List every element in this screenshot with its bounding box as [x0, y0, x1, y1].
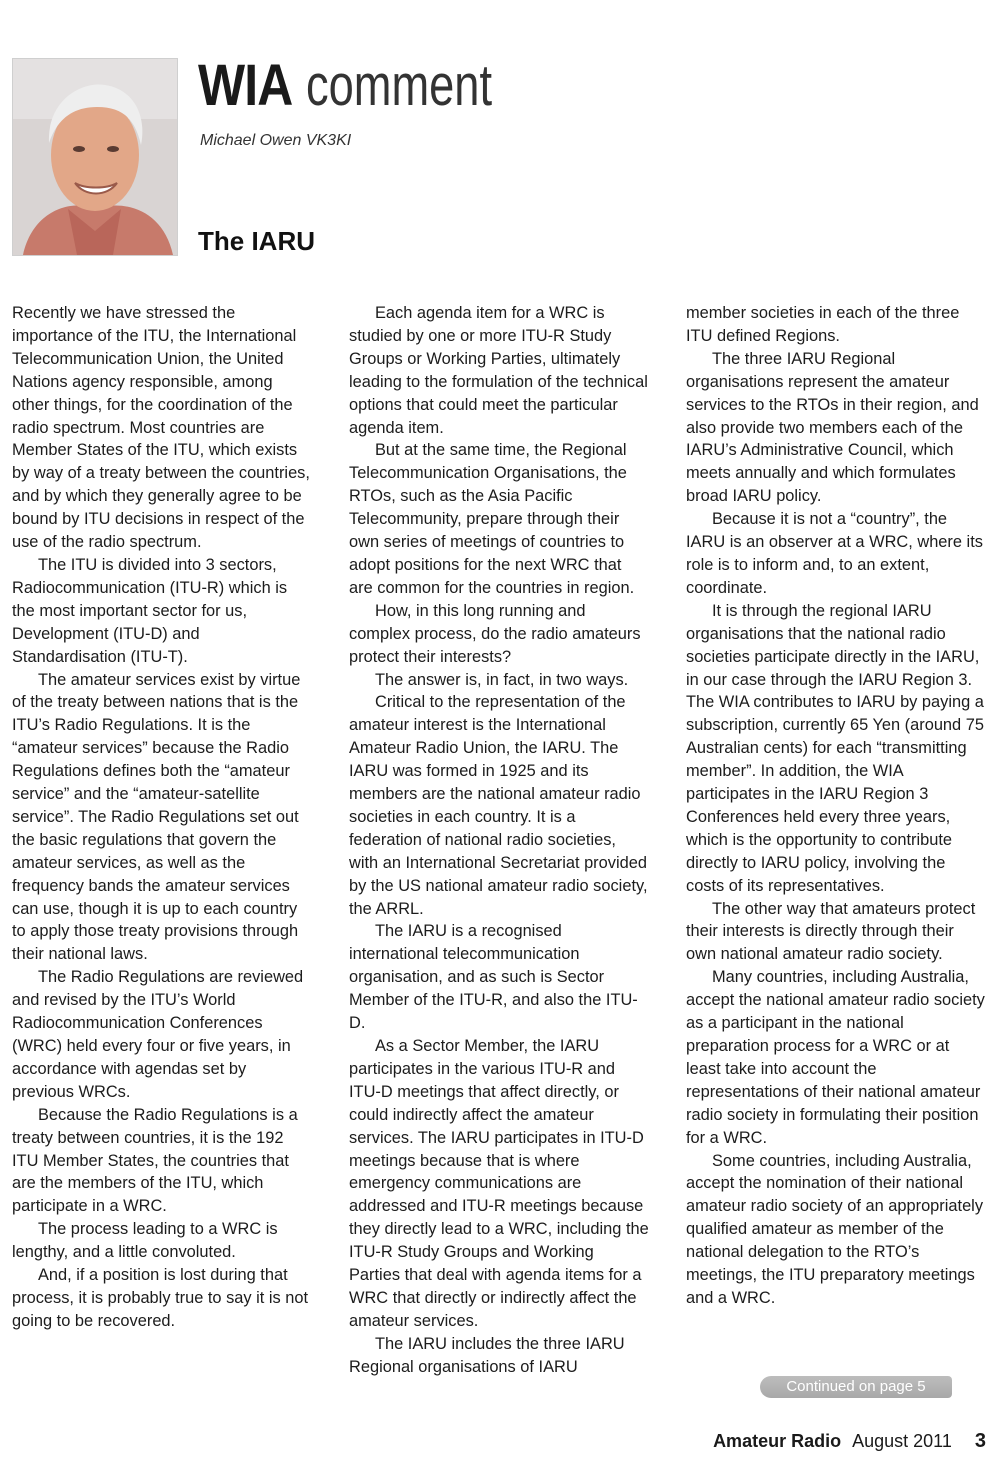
paragraph: The three IARU Regional organisations represent the amateur services to the RTOs in their region, and also provide two members each of the IARU’s Administrative Council, which meets annually and which formulates broad IARU policy. [686, 349, 979, 506]
paragraph: As a Sector Member, the IARU participates in the various ITU-R and ITU-D meetings that affect directly, or could indirectly affect the amateur services. The IARU participates in ITU-D meetings because that is where emergency communications are addressed and ITU-R meetings because they directly lead to a WRC, including the ITU-R Study Groups and Working Parties that deal with agenda items for a WRC that directly or indirectly affect the amateur services. [349, 1037, 649, 1330]
paragraph: How, in this long running and complex process, do the radio amateurs protect their interests? [349, 601, 641, 666]
section-title-bold: WIA [198, 53, 293, 118]
paragraph: But at the same time, the Regional Telecommunication Organisations, the RTOs, such as the Asia Pacific Telecommunity, prepare through their own series of meetings of countries to adopt positions for the next WRC that are common for the countries in region. [349, 441, 635, 597]
author-photo [12, 58, 178, 256]
paragraph: The IARU is a recognised international telecommunication organisation, and as such is Sector Member of the ITU-R, and also the ITU-D. [349, 922, 638, 1033]
article-title: The IARU [198, 226, 315, 256]
page-footer [713, 1430, 986, 1453]
section-title-light: comment [305, 53, 492, 118]
article-column-1 [12, 302, 312, 1333]
paragraph: And, if a position is lost during that process, it is probably true to say it is not going to be recovered. [12, 1266, 309, 1330]
paragraph: The amateur services exist by virtue of the treaty between nations that is the ITU’s Radio Regulations. It is the “amateur services” because the Radio Regulations defines both the “amateur service” and the “amateur-satellite service”. The Radio Regulations set out the basic regulations that govern the amateur services, as well as the frequency bands the amateur services can use, though it is up to each country to apply those treaty provisions through their national laws. [12, 670, 301, 964]
paragraph: The IARU includes the three IARU Regional organisations of IARU [349, 1334, 625, 1376]
continued-on-page-link[interactable]: Continued on page 5 [760, 1376, 952, 1398]
paragraph: Many countries, including Australia, accept the national amateur radio society as a participant in the national preparation process for a WRC or at least take into account the representations of their national amateur radio society in formulating their position for a WRC. [686, 968, 985, 1147]
paragraph: Each agenda item for a WRC is studied by one or more ITU-R Study Groups or Working Parties, ultimately leading to the formulation of the technical options that could meet the particular agenda item. [349, 304, 648, 437]
publication-name: Amateur Radio [713, 1431, 842, 1451]
paragraph: The other way that amateurs protect their interests is directly through their own national amateur radio society. [686, 899, 976, 964]
article-column-2 [349, 302, 649, 1379]
paragraph: Because it is not a “country”, the IARU is an observer at a WRC, where its role is to inform and, to an extent, coordinate. [686, 510, 983, 597]
paragraph: Some countries, including Australia, accept the nomination of their national amateur radio society of an appropriately qualified amateur as member of the national delegation to the RTO’s meetings, the ITU preparatory meetings and a WRC. [686, 1151, 984, 1307]
paragraph: Because the Radio Regulations is a treaty between countries, it is the 192 ITU Member States, the countries that are the members of the ITU, which participate in a WRC. [12, 1105, 298, 1216]
author-portrait-image [13, 59, 177, 255]
paragraph: Recently we have stressed the importance of the ITU, the International Telecommunication Union, the United Nations agency responsible, among other things, for the coordination of the radio spectrum. Most countries are Member States of the ITU, which exists by way of a treaty between the countries, and by which they generally agree to be bound by ITU decisions in respect of the use of the radio spectrum. [12, 304, 310, 552]
paragraph: The process leading to a WRC is lengthy, and a little convoluted. [12, 1220, 278, 1262]
paragraph: Critical to the representation of the amateur interest is the International Amateur Radio Union, the IARU. The IARU was formed in 1925 and its members are the national amateur radio societies in each country. It is a federation of national radio societies, with an International Secretariat provided by the US national amateur radio society, the ARRL. [349, 693, 648, 918]
article-column-3 [686, 302, 986, 1310]
paragraph: The answer is, in fact, in two ways. [375, 670, 629, 689]
page-number: 3 [974, 1430, 986, 1452]
issue-date: August 2011 [852, 1431, 952, 1451]
paragraph: The ITU is divided into 3 sectors, Radiocommunication (ITU-R) which is the most important sector for us, Development (ITU-D) and Standardisation (ITU-T). [12, 555, 288, 666]
author-byline: Michael Owen VK3KI [200, 132, 352, 149]
section-title [198, 50, 544, 122]
paragraph: The Radio Regulations are reviewed and revised by the ITU’s World Radiocommunication Conferences (WRC) held every four or five years, in accordance with agendas set by previous WRCs. [12, 968, 304, 1101]
paragraph: It is through the regional IARU organisations that the national radio societies participate directly in the IARU, in our case through the IARU Region 3. The WIA contributes to IARU by paying a subscription, currently 65 Yen (around 75 Australian cents) for each “transmitting member”. In addition, the WIA participates in the IARU Region 3 Conferences held every three years, which is the opportunity to contribute directly to IARU policy, involving the costs of its representatives. [686, 601, 984, 895]
paragraph: member societies in each of the three ITU defined Regions. [686, 304, 960, 345]
